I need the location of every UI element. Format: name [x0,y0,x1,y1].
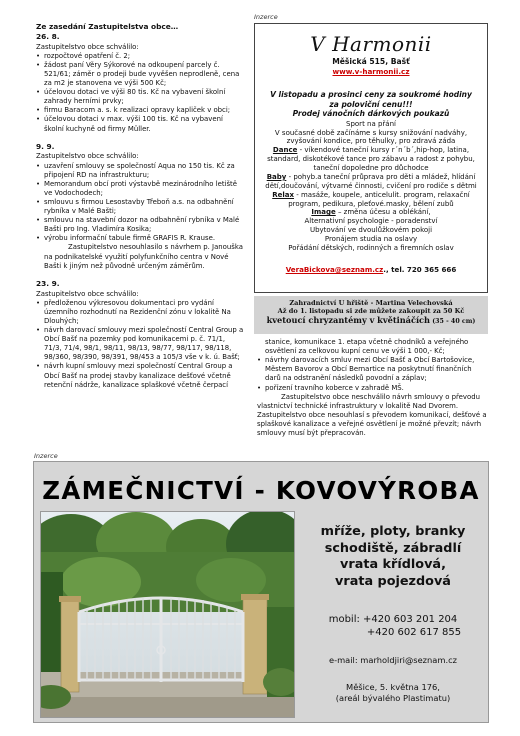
locksmith-location [296,682,490,704]
image-offer [259,208,483,217]
list-item: • předloženou výkresovou dokumentaci pro vydání územního rozhodnutí na Rezidenční zónu v lokalitě Na Dlouhých; [36,299,244,326]
relax-keyword: Relax [272,190,295,199]
list-item: • firmu Baracom a. s. k realizaci opravy kapliček v obci; [36,106,244,115]
gate-photo-drawing [41,512,295,718]
sport-line: Sport na přání [346,119,396,128]
harmonie-advert [254,23,488,293]
council-minutes-column [36,22,244,390]
florist-product [254,315,488,325]
location-line-2: (areál bývalého Plastimatu) [335,692,451,703]
list-item: • pořízení travního koberce v zahradě MŠ. [257,384,489,393]
baby-text: - pohyb.a taneční průprava pro děti a mládež, hlídání dětí,doučování, výtvarné činnosti, cvičení pro rodiče s dětmi [265,172,477,190]
events-line: Pořádání dětských, rodinných a firemních oslav [288,243,454,252]
list-item: • smlouvu na stavební dozor na odbahnění rybníka v Malé Bašti pro Ing. Vladimíra Kosika; [36,216,244,234]
list-item: • účelovou dotaci v max. výši 100 tis. Kč na vybavení školní kuchyně od firmy Müller. [36,115,244,133]
rent-line: Pronájem studia na oslavy [324,235,418,244]
list-item: • návrh darovací smlouvy mezi společností Central Group a Obcí Bašť na pozemky pod komunikacemi p. č. 71/1, 71/3, 71/4, 98/1, 98/11, 98/13, 98/77, 98/117, 98/118, 98/360, 98/390, 98/391, 98/453 a 105/3 vše v k. ú. Bašť; [36,326,244,362]
florist-advert [254,296,488,334]
session-list-1 [36,52,244,134]
list-item: • výrobu informační tabule firmě GRAFIS R. Krause. [36,234,244,243]
florist-product-name: kvetoucí chryzantémy v květináčích [266,315,430,325]
session-lead-1: Zastupitelstvo obce schválilo: [36,42,139,51]
promo-line-3: Prodej vánočních dárkových poukazů [292,109,450,119]
mobile-number-2: +420 602 617 855 [366,626,462,638]
promo-line-2: za poloviční cenu!!! [329,99,413,109]
stay-line: Ubytování ve dvoulůžkovém pokoji [309,226,433,235]
locksmith-info [296,524,490,704]
session-lead-3: Zastupitelstvo obce schválilo: [36,289,139,298]
gate-photo [40,511,295,718]
dance-offer [259,146,483,173]
mobile-number-1: mobil: +420 603 201 204 [328,613,458,625]
advert-label-top: Inzerce [254,13,278,21]
alt-psych-line: Alternativní psychologie - poradenství [304,217,438,226]
harmonie-website-link[interactable]: www.v-harmonii.cz [332,67,410,77]
minutes-heading: Ze zasedání Zastupitelstva obce… [36,22,179,31]
locksmith-title: ZÁMEČNICTVÍ - KOVOVÝROBA [42,476,480,505]
minutes-continuation-column [257,338,489,438]
list-item: • návrh kupní smlouvy mezi společností Central Group a Obcí Bašť na prodej stavby kanalizace dešťové včetně retenční nádrže, kanalizace splaškové včetně čerpací [36,362,244,389]
product-line: schodiště, zábradlí [324,540,462,556]
list-item: • smlouvu s firmou Lesostavby Třeboň a.s. na odbahnění rybníka v Malé Bašti; [36,198,244,216]
continued-note: Zastupitelstvo obce neschválilo návrh smlouvy o převodu vlastnictví technické infrastruktury v lokalitě Nad Dvorem. Zastupitelstvo obce nesouhlasí s převodem komunikací, dešťové a splaškové kanalizace a veřejné osvětlení je možné převzít; návrh smlouvy musí být přepracován. [257,392,487,438]
harmonie-address: Měšická 515, Bašť [332,57,410,67]
image-text: – změna účesu a oblékání, [335,208,431,217]
session-list-2 [36,162,244,244]
locksmith-phones [296,613,490,639]
list-item: • návrhy darovacích smluv mezi Obcí Bašť a Obcí Bartošovice, Městem Bavorov a Obcí Bernartice na poskytnutí finančních darů na odstranění následků povodní a záplav; [257,356,489,383]
session-date-3: 23. 9. [36,278,60,288]
continued-item: stanice, komunikace 1. etapa včetně chodníků a veřejného osvětlení za celkovou kupní cenu ve výši 1 000,- Kč; [265,338,469,356]
dance-keyword: Dance [272,146,298,155]
relax-offer [259,191,483,209]
advert-label-bottom: Inzerce [34,452,58,460]
session-note-2: Zastupitelstvo nesouhlasilo s návrhem p. Janouška na podnikatelské využití polyfunkčního centra v Nové Bašti k jiným než původně určeným záměrům. [44,243,243,270]
florist-product-size: (35 - 40 cm) [430,318,476,325]
list-item: • Memorandum obcí proti výstavbě mezinárodního letiště ve Vodochodech; [36,180,244,198]
locksmith-products [296,524,490,591]
image-keyword: Image [311,208,336,217]
session-lead-2: Zastupitelstvo obce schválilo: [36,152,139,161]
dance-text: - víkendové taneční kursy r´n´b´,hip-hop, latina, standard, diskotékové tance pro zábavu a radost z pohybu, taneční dopoledne pro důchodce [267,146,475,173]
list-item: • žádost paní Věry Sýkorové na odkoupení parcely č. 521/61; záměr o prodeji bude vyvěšen neprodleně, cena za m2 je stanovena ve výši 500 Kč; [36,61,244,88]
session-list-3 [36,299,244,390]
product-line: vrata pojezdová [335,573,451,589]
session-date-2: 9. 9. [36,141,55,151]
session-date-1: 26. 8. [36,31,60,41]
baby-keyword: Baby [266,172,287,181]
autumn-line-2: zvyšování kondice, pro těhulky, pro zdravá záda [286,137,456,146]
list-item: • účelovou dotaci ve výši 80 tis. Kč na vybavení školní zahrady herními prvky; [36,88,244,106]
florist-offer: Až do 1. listopadu si zde můžete zakoupit za 50 Kč [277,307,465,315]
harmonie-contact [259,265,483,274]
harmonie-phone: ., tel. 720 365 666 [383,264,457,274]
relax-text: - masáže, koupele, anticelulit. program, relaxační program, pedikura, pleťové.masky, bělení zubů [288,190,470,208]
product-line: mříže, ploty, branky [320,524,466,539]
harmonie-logo: V Harmonii [310,32,432,56]
product-line: vrata křídlová, [340,557,446,573]
autumn-line-1: V současné době začínáme s kursy snižování nadváhy, [274,128,468,137]
continued-list [257,356,489,392]
location-line-1: Měšice, 5. května 176, [346,681,440,692]
florist-name: Zahradnictví U hřiště - Martina Velechovská [289,299,453,307]
harmonie-email-link[interactable]: VeraBickova@seznam.cz [285,264,384,274]
promo-line-1: V listopadu a prosinci ceny za soukromé hodiny [270,90,472,100]
list-item: • rozpočtové opatření č. 2; [36,52,244,61]
locksmith-advert [33,461,489,723]
locksmith-email[interactable]: e-mail: marholdjiri@seznam.cz [328,654,458,665]
list-item: • uzavření smlouvy se společností Aqua no 150 tis. Kč za připojení RD na infrastrukturu; [36,162,244,180]
baby-offer [259,173,483,191]
